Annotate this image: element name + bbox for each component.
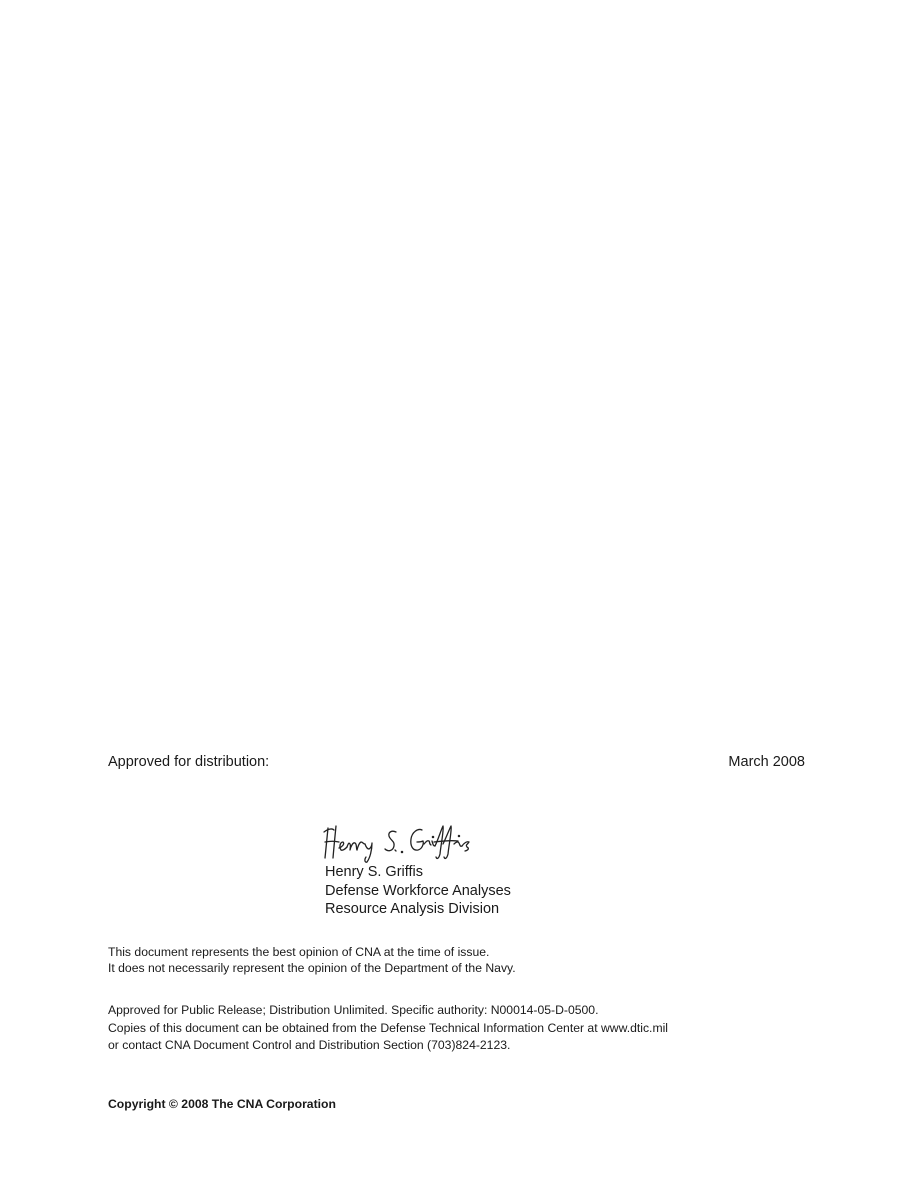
signer-division: Resource Analysis Division (325, 901, 500, 917)
release-line: Approved for Public Release; Distribution Unlimited. Specific authority: N00014-05-D-0500. (108, 1003, 599, 1017)
release-statement (108, 1002, 668, 1055)
approval-label: Approved for distribution: (108, 754, 270, 770)
disclaimer-line: It does not necessarily represent the opinion of the Department of the Navy. (108, 960, 516, 975)
approval-date: March 2008 (728, 754, 805, 770)
signer-title: Defense Workforce Analyses (325, 882, 511, 899)
signer-name: Henry S. Griffis (325, 864, 424, 880)
handwritten-signature (322, 820, 487, 864)
disclaimer-line: This document represents the best opinion of CNA at the time of issue. (108, 945, 490, 959)
signer-block (325, 863, 511, 919)
release-line: Copies of this document can be obtained from the Defense Technical Information Center at www.dtic.mil (108, 1020, 669, 1035)
disclaimer (108, 945, 516, 976)
release-line: or contact CNA Document Control and Distribution Section (703)824-2123. (108, 1038, 511, 1052)
copyright-notice: Copyright © 2008 The CNA Corporation (108, 1097, 336, 1111)
